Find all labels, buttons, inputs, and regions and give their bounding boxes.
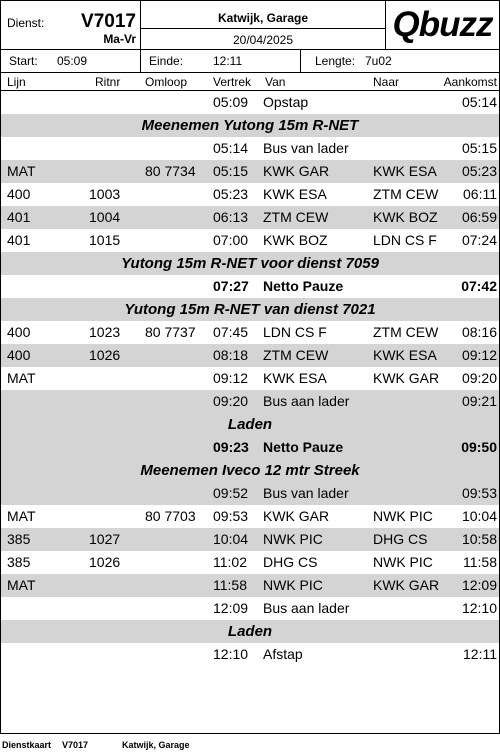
cell-aankomst: 05:14 [461, 94, 497, 110]
column-header-naar: Naar [373, 75, 400, 89]
trip-row [1, 344, 499, 367]
cell-vertrek: 09:12 [213, 370, 249, 386]
cell-naar: ZTM CEW [373, 324, 439, 340]
cell-vertrek: 05:09 [213, 94, 249, 110]
cell-van: Netto Pauze [263, 278, 344, 294]
cell-aankomst: 08:16 [461, 324, 497, 340]
section-title: Yutong 15m R-NET voor dienst 7059 [121, 255, 379, 272]
cell-naar: KWK GAR [373, 577, 440, 593]
cell-lijn: 400 [7, 347, 31, 363]
cell-ritnr: 1023 [89, 324, 121, 340]
logo-cell [386, 1, 499, 50]
section-title: Laden [227, 623, 273, 640]
cell-aankomst: 05:15 [461, 140, 497, 156]
cell-naar: NWK PIC [373, 554, 433, 570]
cell-naar: KWK GAR [373, 370, 440, 386]
cell-aankomst: 09:20 [461, 370, 497, 386]
cell-van: Bus van lader [263, 485, 349, 501]
cell-naar: DHG CS [373, 531, 428, 547]
pause-row [1, 275, 499, 298]
trip-row [1, 206, 499, 229]
cell-lijn: MAT [7, 508, 36, 524]
cell-aankomst: 09:12 [461, 347, 497, 363]
cell-omloop: 80 7703 [145, 508, 196, 524]
section-title: Yutong 15m R-NET van dienst 7021 [124, 301, 376, 318]
cell-van: KWK GAR [263, 163, 330, 179]
cell-vertrek: 05:14 [213, 140, 249, 156]
cell-vertrek: 05:23 [213, 186, 249, 202]
trip-row [1, 160, 499, 183]
cell-aankomst: 09:21 [461, 393, 497, 409]
section-header [1, 413, 499, 436]
cell-lijn: MAT [7, 577, 36, 593]
length-value: 7u02 [365, 54, 392, 68]
cell-lijn: MAT [7, 370, 36, 386]
cell-van: NWK PIC [263, 531, 323, 547]
cell-vertrek: 09:52 [213, 485, 249, 501]
section-title: Meenemen Iveco 12 mtr Streek [140, 462, 360, 479]
column-header-lijn: Lijn [7, 75, 26, 89]
section-header [1, 252, 499, 275]
cell-aankomst: 06:59 [461, 209, 497, 225]
cell-van: LDN CS F [263, 324, 327, 340]
cell-aankomst: 09:50 [461, 439, 497, 455]
cell-aankomst: 07:24 [461, 232, 497, 248]
cell-aankomst: 12:09 [461, 577, 497, 593]
cell-ritnr: 1027 [89, 531, 121, 547]
card-date: 20/04/2025 [232, 33, 294, 47]
location-name: Katwijk, Garage [217, 11, 309, 25]
column-header-omloop: Omloop [145, 75, 188, 89]
cell-vertrek: 12:09 [213, 600, 249, 616]
cell-aankomst: 10:04 [461, 508, 497, 524]
footer-title: Dienstkaart [2, 740, 52, 750]
cell-vertrek: 05:15 [213, 163, 249, 179]
cell-aankomst: 06:11 [463, 186, 497, 202]
cell-van: KWK ESA [263, 370, 327, 386]
cell-van: Opstap [263, 94, 309, 110]
cell-lijn: 400 [7, 324, 31, 340]
cell-naar: KWK ESA [373, 163, 437, 179]
start-label: Start: [9, 54, 38, 68]
column-header-row [1, 73, 499, 91]
cell-vertrek: 07:00 [213, 232, 249, 248]
trip-row [1, 528, 499, 551]
start-value: 05:09 [57, 54, 88, 68]
cell-vertrek: 09:23 [213, 439, 249, 455]
qbuzz-logo: Qbuzz [392, 5, 493, 44]
cell-vertrek: 08:18 [213, 347, 249, 363]
cell-naar: ZTM CEW [373, 186, 439, 202]
location-cell [141, 1, 386, 50]
pause-row [1, 436, 499, 459]
cell-ritnr: 1003 [89, 186, 121, 202]
dienst-cell [1, 1, 141, 50]
cell-omloop: 80 7737 [145, 324, 196, 340]
end-label: Einde: [149, 54, 184, 68]
time-summary [1, 50, 499, 73]
cell-ritnr: 1004 [89, 209, 121, 225]
cell-lijn: 385 [7, 531, 31, 547]
cell-van: KWK BOZ [263, 232, 328, 248]
length-label: Lengte: [315, 54, 356, 68]
dienst-number: V7017 [81, 11, 136, 32]
end-cell [141, 50, 301, 72]
end-value: 12:11 [213, 54, 243, 68]
trip-row [1, 229, 499, 252]
cell-lijn: MAT [7, 163, 36, 179]
trip-row [1, 482, 499, 505]
cell-aankomst: 12:11 [463, 646, 497, 662]
trip-row [1, 390, 499, 413]
cell-van: Bus van lader [263, 140, 349, 156]
cell-vertrek: 12:10 [213, 646, 249, 662]
cell-vertrek: 06:13 [213, 209, 249, 225]
cell-aankomst: 10:58 [461, 531, 497, 547]
trip-row [1, 597, 499, 620]
section-header [1, 620, 499, 643]
dienst-label: Dienst: [7, 16, 45, 30]
column-header-vertrek: Vertrek [213, 75, 252, 89]
cell-van: Netto Pauze [263, 439, 344, 455]
footer-dienst: V7017 [62, 740, 89, 750]
cell-van: ZTM CEW [263, 347, 329, 363]
cell-aankomst: 09:53 [461, 485, 497, 501]
trip-row [1, 367, 499, 390]
cell-ritnr: 1026 [89, 347, 121, 363]
cell-ritnr: 1026 [89, 554, 121, 570]
trip-row [1, 183, 499, 206]
column-header-aankomst: Aankomst [443, 75, 497, 89]
cell-lijn: 385 [7, 554, 31, 570]
trip-row [1, 574, 499, 597]
cell-aankomst: 12:10 [461, 600, 497, 616]
trip-row [1, 321, 499, 344]
cell-vertrek: 07:45 [213, 324, 249, 340]
card-header [1, 1, 499, 50]
cell-vertrek: 07:27 [213, 278, 249, 294]
cell-vertrek: 11:58 [213, 577, 247, 593]
duty-rows [1, 91, 499, 666]
cell-aankomst: 05:23 [461, 163, 497, 179]
trip-row [1, 505, 499, 528]
cell-vertrek: 10:04 [213, 531, 249, 547]
trip-row [1, 643, 499, 666]
cell-naar: KWK ESA [373, 347, 437, 363]
section-title: Meenemen Yutong 15m R-NET [141, 117, 359, 134]
cell-omloop: 80 7734 [145, 163, 196, 179]
footer-location: Katwijk, Garage [122, 740, 190, 750]
cell-lijn: 401 [7, 232, 31, 248]
length-cell [301, 50, 499, 72]
column-header-van: Van [265, 75, 286, 89]
cell-aankomst: 11:58 [463, 554, 497, 570]
cell-van: Afstap [263, 646, 303, 662]
cell-van: Bus aan lader [263, 393, 350, 409]
column-header-ritnr: Ritnr [95, 75, 121, 89]
location-divider [141, 28, 385, 29]
cell-aankomst: 07:42 [461, 278, 497, 294]
section-title: Laden [227, 416, 273, 433]
cell-van: KWK ESA [263, 186, 327, 202]
cell-vertrek: 09:20 [213, 393, 249, 409]
cell-naar: NWK PIC [373, 508, 433, 524]
trip-row [1, 91, 499, 114]
cell-naar: KWK BOZ [373, 209, 438, 225]
section-header [1, 459, 499, 482]
cell-van: NWK PIC [263, 577, 323, 593]
cell-ritnr: 1015 [89, 232, 121, 248]
cell-van: Bus aan lader [263, 600, 350, 616]
cell-vertrek: 11:02 [213, 554, 247, 570]
cell-lijn: 401 [7, 209, 31, 225]
cell-vertrek: 09:53 [213, 508, 249, 524]
trip-row [1, 137, 499, 160]
cell-lijn: 400 [7, 186, 31, 202]
section-header [1, 298, 499, 321]
cell-naar: LDN CS F [373, 232, 437, 248]
trip-row [1, 551, 499, 574]
start-cell [1, 50, 141, 72]
cell-van: KWK GAR [263, 508, 330, 524]
cell-van: DHG CS [263, 554, 318, 570]
section-header [1, 114, 499, 137]
dienst-days: Ma-Vr [103, 32, 136, 46]
cell-van: ZTM CEW [263, 209, 329, 225]
